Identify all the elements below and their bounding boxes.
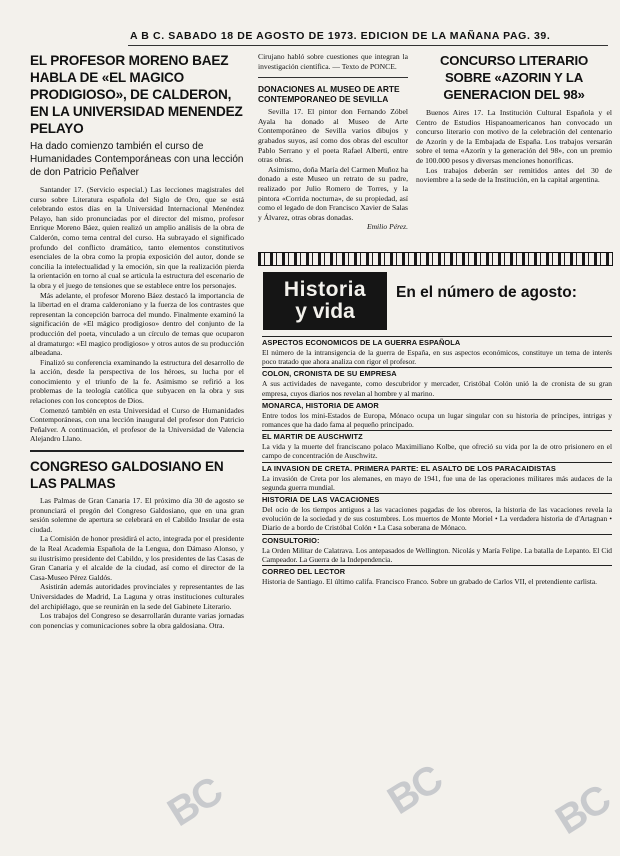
section-heading: HISTORIA DE LAS VACACIONES (262, 493, 612, 505)
article-paragraph: Los trabajos deberán ser remitidos antes del 30 de noviembre a la sede de la Institución, en la capital argentina. (416, 165, 612, 185)
article-paragraph: Finalizó su conferencia examinando la estructura del desarrollo de la acción, desde la perspectiva de los héroes, su lucha por el conocimiento y el triunfo de la fe. Asimismo se refirió a los problemas de la teología católica que subyacen en la obra y sus relaciones con los conceptos de Dios. (30, 357, 244, 406)
header-rule (128, 45, 608, 46)
article-paragraph: Asistirán además autoridades provinciales y representantes de las Universidades de Madrid, La Laguna y otras instituciones culturales del archipiélago, que se reunirán en la sede del Gabinete Literario. (30, 582, 244, 611)
section-heading: LA INVASION DE CRETA. PRIMERA PARTE: EL ASALTO DE LOS PARACAIDISTAS (262, 462, 612, 474)
watermark-stamp: BC (380, 757, 450, 823)
watermark-stamp: BC (160, 769, 230, 835)
magazine-logo (263, 272, 387, 330)
advert-section-list (262, 336, 612, 587)
section-body: Del ocio de los tiempos antiguos a las vacaciones pagadas de los obreros, la historia de las vacaciones revela la evolución de la sociedad y de sus costumbres. Los muertos de Monte Moriel • La verdadera historia de d'Artagnan • Diario de a bordo de Cristóbal Colón • La Casa soberana de Mónaco. (262, 505, 612, 533)
article-headline: DONACIONES AL MUSEO DE ARTE CONTEMPORANEO DE SEVILLA (258, 84, 400, 105)
section-body: Entre todos los mini-Estados de Europa, Mónaco ocupa un lugar singular con su historia de príncipes, intrigas y romances que ha dado fama al pequeño principado. (262, 410, 612, 430)
section-heading: ASPECTOS ECONOMICOS DE LA GUERRA ESPAÑOLA (262, 336, 612, 348)
section-body: El número de la intransigencia de la guerra de España, en sus aspectos económicos, constituye un tema de interés poco tratado que ahora analiza con rigor el profesor. (262, 348, 612, 367)
article-paragraph: Las Palmas de Gran Canaria 17. El próximo día 30 de agosto se pronunciará el pregón del Congreso Galdosiano, que en una gran sesión solemne de apertura se celebrará en el Cabildo Insular de esta ciudad. (30, 496, 244, 534)
article-paragraph: Buenos Aires 17. La Institución Cultural Española y el Centro de Estudios Hispanoamericanos han convocado un concurso literario con motivo de la celebración del centenario de Azorín y de la Embajada de España. Los trabajos versarán sobre el tema «Azorín y la generación del 98», con un premio de 100.000 pesos y diversas menciones honoríficas. (416, 108, 612, 165)
logo-line: y vida (295, 300, 355, 323)
article-paragraph: Los trabajos del Congreso se desarrollarán durante varias jornadas con ponencias y comunicaciones sobre la obra galdosiana. Otra. (30, 611, 244, 630)
article-paragraph: Asimismo, doña María del Carmen Muñoz ha donado a este Museo un retrato de su padre, realizado por Julio Romero de Torres, y la pintora «Corrida nocturna», de su propiedad, así como el legado de don Francisco Xavier de Salas y Álvarez, otras obras donadas. (258, 164, 408, 222)
section-divider (258, 77, 408, 78)
left-column (30, 52, 244, 842)
section-body: Historia de Santiago. El último califa. Francisco Franco. Sobre un grabado de Carlos VII, el pretendiente carlista. (262, 577, 598, 587)
section-heading: COLON, CRONISTA DE SU EMPRESA (262, 367, 612, 379)
article-paragraph: Sevilla 17. El pintor don Fernando Zóbel Ayala ha donado al Museo de Arte Contemporáneo de Sevilla varios dibujos y grabados suyos, así como dos obras del escultor Pablo Serrano y el poeta Rafael Alberti, entre otras obras. (258, 107, 408, 165)
middle-column (258, 52, 408, 248)
page-header: A B C. SABADO 18 DE AGOSTO DE 1973. EDICION DE LA MAÑANA PAG. 39. (130, 30, 551, 42)
section-heading: EL MARTIR DE AUSCHWITZ (262, 430, 612, 442)
advert-title: En el número de agosto: (396, 284, 577, 301)
article-paragraph: La Comisión de honor presidirá el acto, integrada por el presidente de la Real Academia Española de la Lengua, don Dámaso Alonso, y su ilustrísimo presidente del Cabildo, y los presidentes de las Casas de Gran Canaria y el alcalde de la ciudad, así como el director de la Casa-Museo Pérez Galdós. (30, 534, 244, 582)
section-body: La vida y la muerte del franciscano polaco Maximiliano Kolbe, que ofreció su vida por la de otro prisionero en el campo de concentración de Auschwitz. (262, 442, 612, 461)
article-paragraph: Comenzó también en esta Universidad el Curso de Humanidades Contemporáneas, con una lección inaugural del profesor don Patricio Peñalver. A continuación, el profesor de la Universidad de Valencia Alejandro Llano. (30, 405, 244, 444)
article-byline: Emilio Pérez. (366, 222, 408, 232)
section-body: La invasión de Creta por los alemanes, en mayo de 1941, fue una de las operaciones militares más audaces de la segunda guerra mundial. (262, 473, 612, 492)
right-column (416, 52, 612, 248)
article-headline: CONGRESO GALDOSIANO EN LAS PALMAS (30, 459, 224, 492)
section-divider (30, 450, 244, 452)
section-heading: MONARCA, HISTORIA DE AMOR (262, 399, 612, 411)
section-heading: CORREO DEL LECTOR (262, 565, 612, 577)
section-body: La Orden Militar de Calatrava. Los antepasados de Wellington. Nicolás y María Felipe. La batalla de Lepanto. El Cid Campeador. La Guerra de la Independencia. (262, 545, 612, 564)
article-headline: CONCURSO LITERARIO SOBRE «AZORIN Y LA GENERACION DEL 98» (439, 53, 589, 102)
section-body: A sus actividades de navegante, como descubridor y mercader, Cristóbal Colón unió la de cronista de su gran empresa, cuyos diarios nos revelan al hombre y al marino. (262, 379, 612, 398)
decorative-band (258, 252, 613, 266)
article-paragraph: Más adelante, el profesor Moreno Báez destacó la importancia de la libertad en el drama calderoniano y la fuerza de los contrastes que representan la concepción barroca del mundo. Finalmente examinó la significación de «El mágico prodigioso» dentro del conjunto de la producción del poeta, vinculado a un círculo de temas que ocuparon al dramaturgo: «El magico prodigioso» y otros autos de su producción albeadana. (30, 290, 244, 358)
section-heading: CONSULTORIO: (262, 534, 612, 546)
article-paragraph: Santander 17. (Servicio especial.) Las lecciones magistrales del curso sobre Literatura española del Siglo de Oro, que se está celebrando estos días en la Universidad Internacional Menéndez Pelayo, han sido pronunciadas por el director del mismo, profesor Enrique Moreno Báez, quien realizó un amplio análisis de la obra de Calderón, como tema central del curso. Ha subrayado el significado profundo del conflicto dramático, tanto elementos constitutivos esenciales de la obra como la propia exposición del autor, donde se concilia la intelectualidad y la emoción, sin que la realización pierda la orientación en torno al cual se articula la estructura del escenario de la obra y el juego de tensiones que se establece entre los personajes. (30, 185, 244, 290)
article-headline: EL PROFESOR MORENO BAEZ HABLA DE «EL MAGICO PRODIGIOSO», DE CALDERON, EN LA UNIVERSIDAD MENENDEZ PELAYO (30, 53, 243, 136)
watermark-stamp: BC (548, 777, 618, 843)
article-subhead: Ha dado comienzo también el curso de Humanidades Contemporáneas con una lección de don Patricio Peñalver (30, 141, 244, 178)
article-paragraph: Cirujano habló sobre cuestiones que integran la investigación científica. — Texto de PONCE. (258, 52, 408, 71)
logo-line: Historia (283, 278, 367, 301)
